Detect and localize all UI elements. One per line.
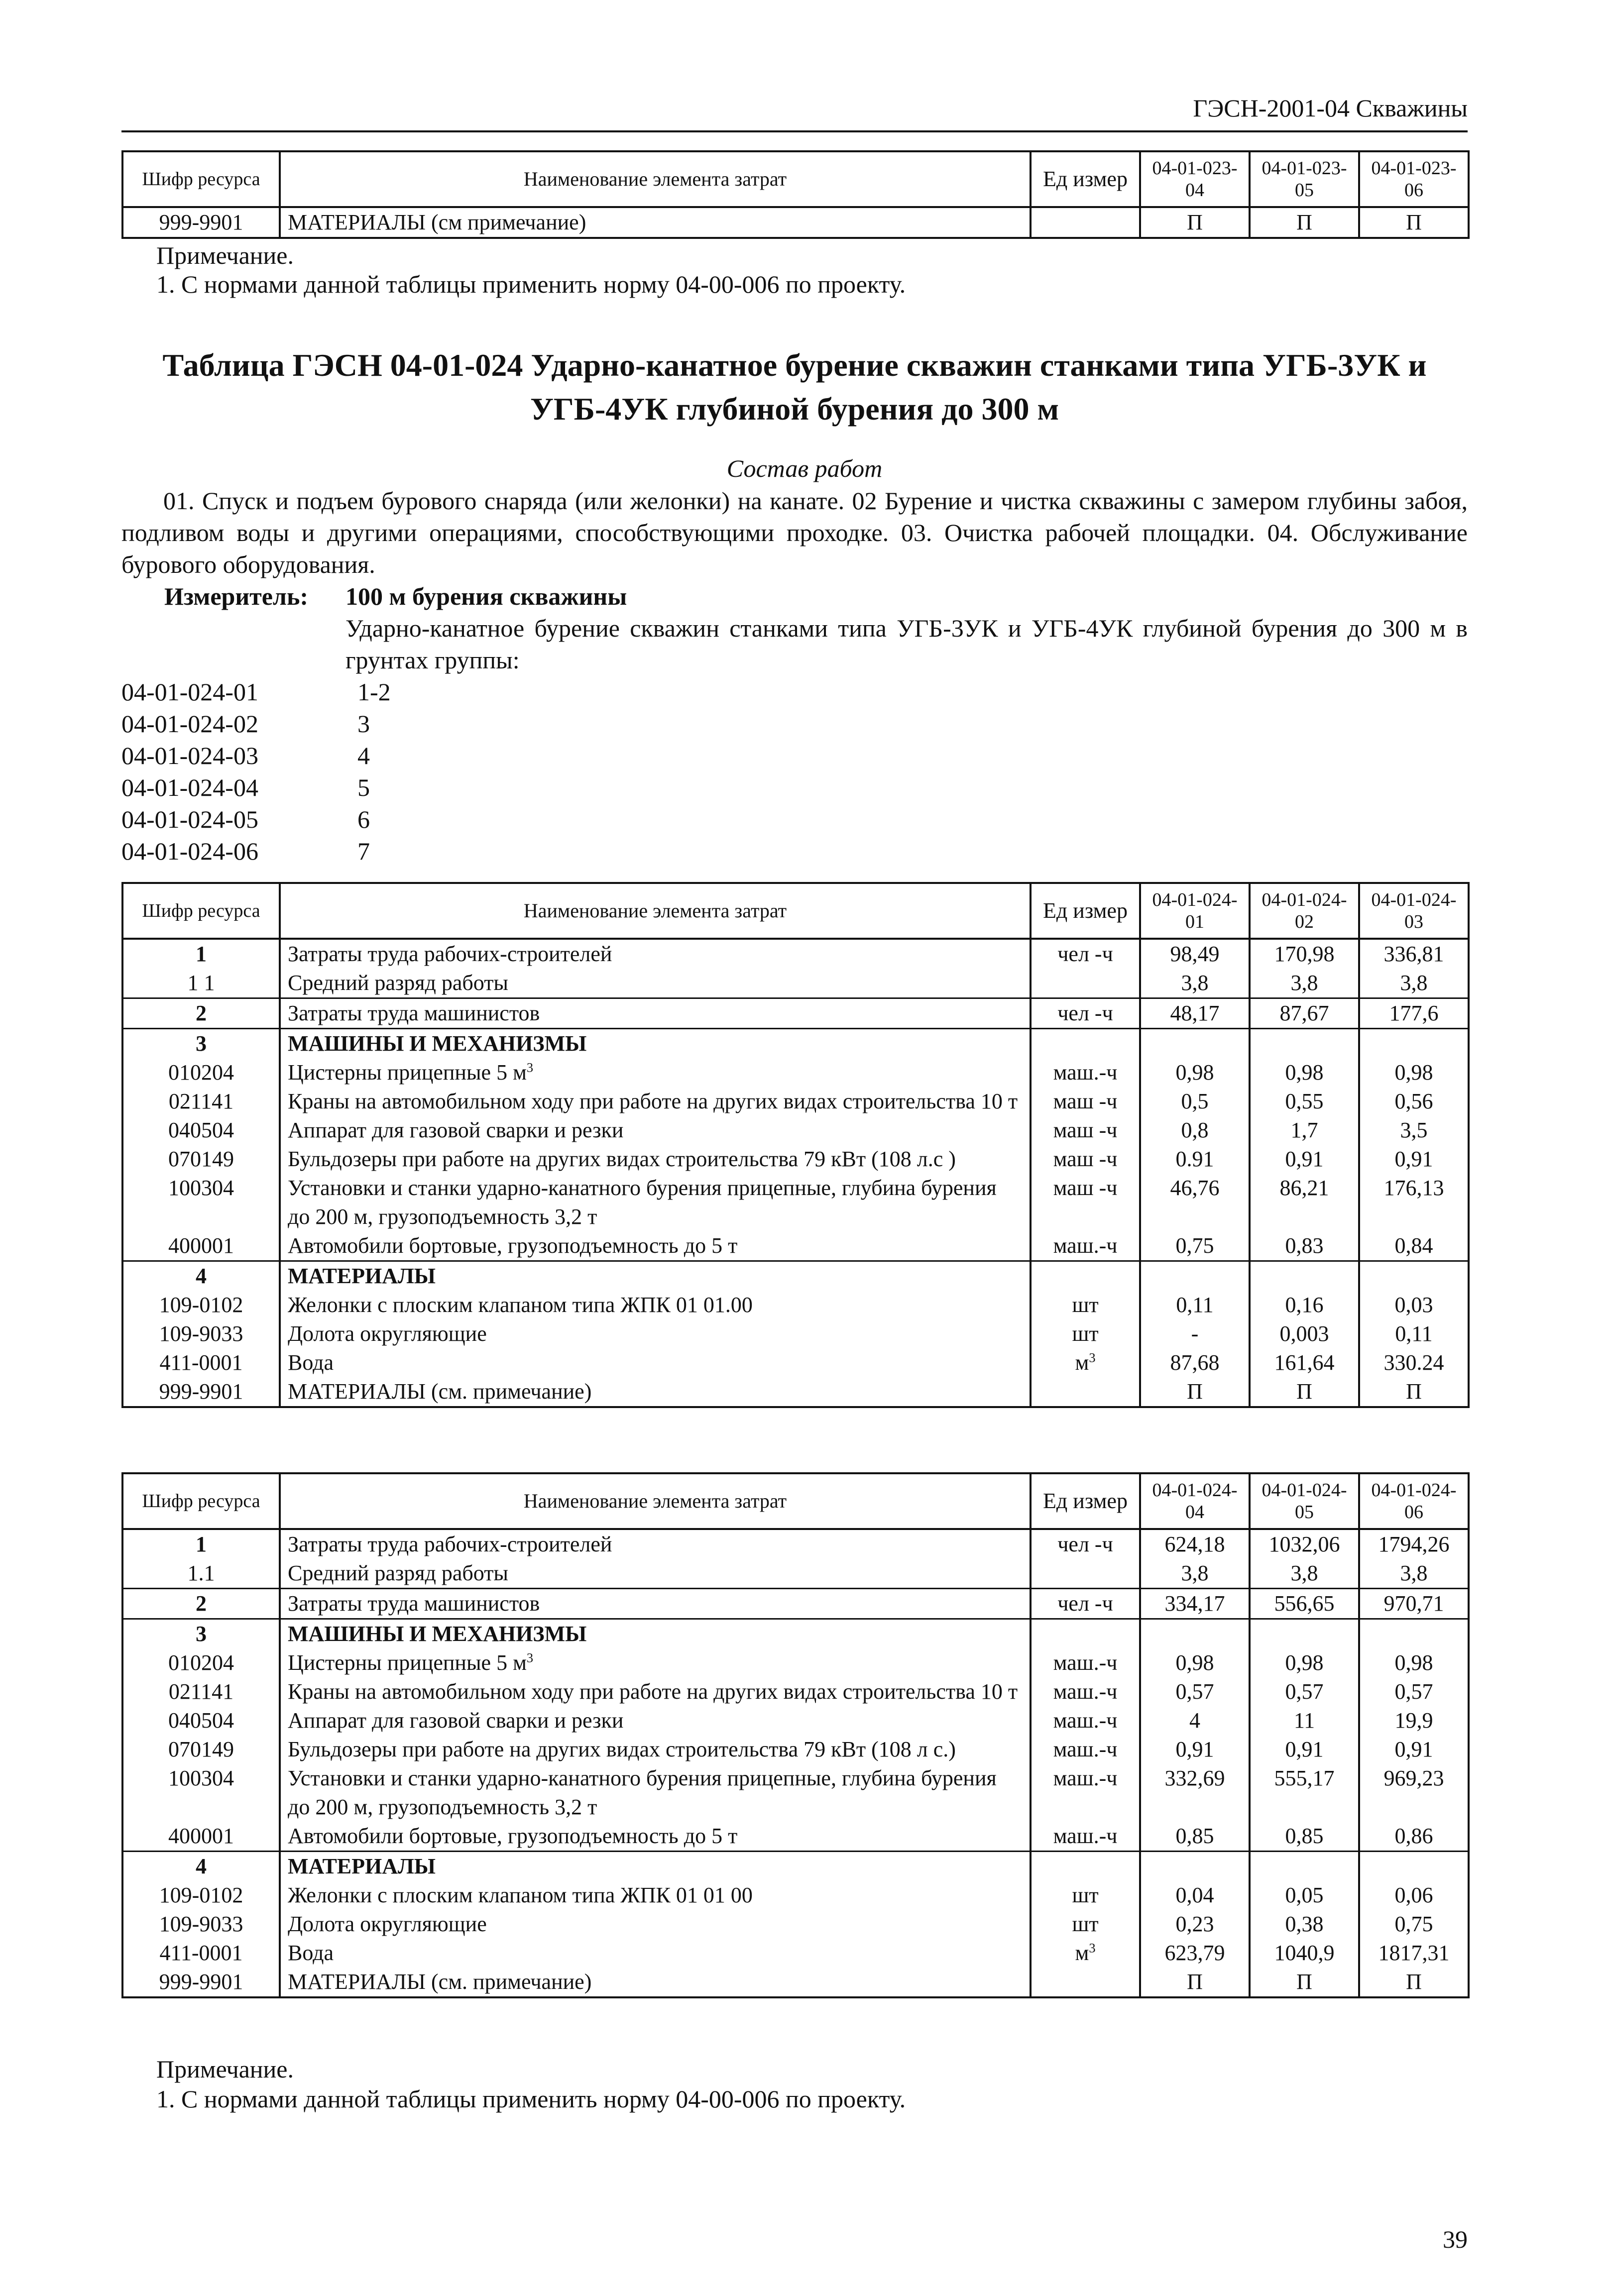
cell-code: 070149 bbox=[122, 1735, 280, 1764]
cell-v3: 0,57 bbox=[1359, 1677, 1469, 1706]
cell-v1: П bbox=[1140, 1377, 1250, 1407]
cell-v3: 0,98 bbox=[1359, 1648, 1469, 1677]
table-row bbox=[122, 1348, 1469, 1377]
cell-v2: 86,21 bbox=[1250, 1174, 1359, 1231]
cell-v2: П bbox=[1250, 1968, 1359, 1997]
table-header-row bbox=[122, 151, 1469, 207]
table-section-row bbox=[122, 1261, 1469, 1291]
cell-v1: 3,8 bbox=[1140, 1559, 1250, 1589]
cell-code: 2 bbox=[122, 998, 280, 1029]
cell-unit bbox=[1031, 1852, 1140, 1881]
table-section-row bbox=[122, 1029, 1469, 1059]
cell-v1: 0,5 bbox=[1140, 1087, 1250, 1116]
cell-name: Установки и станки ударно-канатного бурения прицепные, глубина бурения до 200 м, грузоподъемность 3,2 т bbox=[280, 1764, 1031, 1822]
cell-v2: 555,17 bbox=[1250, 1764, 1359, 1822]
cell-name: МАТЕРИАЛЫ bbox=[280, 1261, 1031, 1291]
code-list-group: 3 bbox=[357, 710, 370, 738]
cell-unit: маш -ч bbox=[1031, 1145, 1140, 1174]
cell-unit bbox=[1031, 1559, 1140, 1589]
code-list-item bbox=[121, 708, 520, 740]
cell-v1: 0,23 bbox=[1140, 1910, 1250, 1939]
cell-v1: 3,8 bbox=[1140, 969, 1250, 998]
cell-code: 1 bbox=[122, 939, 280, 969]
cell-name bbox=[280, 1058, 1031, 1087]
table-title-line2: УГБ-4УК глубиной бурения до 300 м bbox=[530, 391, 1059, 427]
cell-v3: 3,5 bbox=[1359, 1116, 1469, 1145]
cell-v2: 0,91 bbox=[1250, 1735, 1359, 1764]
cell-v2: 0,55 bbox=[1250, 1087, 1359, 1116]
cell-unit bbox=[1031, 969, 1140, 998]
cell-v2: 0,98 bbox=[1250, 1058, 1359, 1087]
col-header-name: Наименование элемента затрат bbox=[280, 883, 1031, 939]
cell-unit: маш -ч bbox=[1031, 1174, 1140, 1231]
cell-v1: 624,18 bbox=[1140, 1529, 1250, 1559]
cell-name: МАШИНЫ И МЕХАНИЗМЫ bbox=[280, 1619, 1031, 1649]
cell-v1: П bbox=[1140, 207, 1250, 238]
col-header-unit: Ед измер bbox=[1031, 1473, 1140, 1529]
cell-code: 999-9901 bbox=[122, 207, 280, 238]
cell-v1: 0,75 bbox=[1140, 1231, 1250, 1261]
cell-code: 010204 bbox=[122, 1648, 280, 1677]
cell-v2: П bbox=[1250, 207, 1359, 238]
cell-unit: маш.-ч bbox=[1031, 1706, 1140, 1735]
table-023-tail bbox=[121, 150, 1470, 239]
code-list-item bbox=[121, 771, 520, 803]
table-row bbox=[122, 1087, 1469, 1116]
cell-name-text: Цистерны прицепные 5 м bbox=[288, 1060, 527, 1085]
cell-name: Затраты труда машинистов bbox=[280, 1589, 1031, 1619]
table-row bbox=[122, 1377, 1469, 1407]
cell-v1 bbox=[1140, 1261, 1250, 1291]
cell-code: 4 bbox=[122, 1852, 280, 1881]
cell-v2: 1040,9 bbox=[1250, 1939, 1359, 1968]
code-list-item bbox=[121, 803, 520, 835]
cell-name: Установки и станки ударно-канатного бурения прицепные, глубина бурения до 200 м, грузоподъемность 3,2 т bbox=[280, 1174, 1031, 1231]
cell-name: Затраты труда рабочих-строителей bbox=[280, 939, 1031, 969]
cell-v3: 19,9 bbox=[1359, 1706, 1469, 1735]
cell-v2: 0,91 bbox=[1250, 1145, 1359, 1174]
table-row bbox=[122, 1735, 1469, 1764]
page-number: 39 bbox=[1443, 2225, 1468, 2253]
cell-v2: П bbox=[1250, 1377, 1359, 1407]
cell-name: Желонки с плоским клапаном типа ЖПК 01 01 00 bbox=[280, 1881, 1031, 1910]
cell-v3: 1794,26 bbox=[1359, 1529, 1469, 1559]
cell-v2: 3,8 bbox=[1250, 969, 1359, 998]
cell-v3: 176,13 bbox=[1359, 1174, 1469, 1231]
cell-v2: 0,003 bbox=[1250, 1319, 1359, 1348]
cell-unit bbox=[1031, 1939, 1140, 1968]
cell-v3 bbox=[1359, 1029, 1469, 1059]
cell-code: 109-9033 bbox=[122, 1910, 280, 1939]
cell-v3: 0,98 bbox=[1359, 1058, 1469, 1087]
cell-v2: 1032,06 bbox=[1250, 1529, 1359, 1559]
resource-table-1 bbox=[121, 882, 1470, 1408]
cell-unit bbox=[1031, 1619, 1140, 1649]
col-header-code: Шифр ресурса bbox=[122, 151, 280, 207]
col-header-name: Наименование элемента затрат bbox=[280, 151, 1031, 207]
code-list-item bbox=[121, 740, 520, 771]
cell-v2 bbox=[1250, 1261, 1359, 1291]
cell-v1: П bbox=[1140, 1968, 1250, 1997]
cell-v3: 0,75 bbox=[1359, 1910, 1469, 1939]
cell-v3: 3,8 bbox=[1359, 969, 1469, 998]
table-row bbox=[122, 1822, 1469, 1852]
work-composition-text: 01. Спуск и подъем бурового снаряда (или желонки) на канате. 02 Бурение и чистка скважины с замером глубины забоя, подливом воды и другими операциями, способствующими проходке. 03. Очистка рабочей площадки. 04. Обслуживание бурового оборудования. bbox=[121, 487, 1468, 578]
cell-code: 2 bbox=[122, 1589, 280, 1619]
cell-code: 999-9901 bbox=[122, 1968, 280, 1997]
cell-code: 1 1 bbox=[122, 969, 280, 998]
cell-v3: 177,6 bbox=[1359, 998, 1469, 1029]
cell-name: Затраты труда рабочих-строителей bbox=[280, 1529, 1031, 1559]
code-list-code: 04-01-024-04 bbox=[121, 773, 258, 801]
cell-v3: 969,23 bbox=[1359, 1764, 1469, 1822]
cell-code: 100304 bbox=[122, 1764, 280, 1822]
cell-name: Краны на автомобильном ходу при работе на других видах строительства 10 т bbox=[280, 1677, 1031, 1706]
cell-v2: 0,57 bbox=[1250, 1677, 1359, 1706]
cell-unit: шт bbox=[1031, 1910, 1140, 1939]
cell-v2: 1,7 bbox=[1250, 1116, 1359, 1145]
cell-name: МАТЕРИАЛЫ (см примечание) bbox=[280, 207, 1031, 238]
cell-v1: 0,98 bbox=[1140, 1058, 1250, 1087]
table-row bbox=[122, 1529, 1469, 1559]
cell-unit: маш.-ч bbox=[1031, 1764, 1140, 1822]
cell-v1 bbox=[1140, 1852, 1250, 1881]
cell-v2: 3,8 bbox=[1250, 1559, 1359, 1589]
cell-v3 bbox=[1359, 1852, 1469, 1881]
cell-code: 999-9901 bbox=[122, 1377, 280, 1407]
code-list-item bbox=[121, 676, 520, 708]
code-list-group: 1-2 bbox=[357, 678, 391, 706]
cell-v3: 3,8 bbox=[1359, 1559, 1469, 1589]
col-header-unit: Ед измер bbox=[1031, 883, 1140, 939]
cell-v1: 46,76 bbox=[1140, 1174, 1250, 1231]
cell-name: Желонки с плоским клапаном типа ЖПК 01 01.00 bbox=[280, 1291, 1031, 1319]
cell-code: 021141 bbox=[122, 1087, 280, 1116]
col-header-c2: 04-01-023-05 bbox=[1250, 151, 1359, 207]
cell-unit: маш -ч bbox=[1031, 1087, 1140, 1116]
cell-v1: 98,49 bbox=[1140, 939, 1250, 969]
cell-v1: 623,79 bbox=[1140, 1939, 1250, 1968]
cell-code: 109-9033 bbox=[122, 1319, 280, 1348]
table-row bbox=[122, 1910, 1469, 1939]
cell-v1: 0,98 bbox=[1140, 1648, 1250, 1677]
code-list-code: 04-01-024-01 bbox=[121, 678, 258, 706]
cell-v3: 0,91 bbox=[1359, 1735, 1469, 1764]
cell-unit: шт bbox=[1031, 1319, 1140, 1348]
cell-v1: 87,68 bbox=[1140, 1348, 1250, 1377]
cell-code: 040504 bbox=[122, 1706, 280, 1735]
cube-superscript: 3 bbox=[1089, 1350, 1096, 1365]
table-row bbox=[122, 1648, 1469, 1677]
col-header-c2: 04-01-024-02 bbox=[1250, 883, 1359, 939]
cell-name: МАТЕРИАЛЫ bbox=[280, 1852, 1031, 1881]
cell-name: Долота округляющие bbox=[280, 1319, 1031, 1348]
cell-code: 070149 bbox=[122, 1145, 280, 1174]
table-section-row bbox=[122, 1619, 1469, 1649]
col-header-c3: 04-01-023-06 bbox=[1359, 151, 1469, 207]
cell-code: 109-0102 bbox=[122, 1881, 280, 1910]
cell-v1: 0,8 bbox=[1140, 1116, 1250, 1145]
cell-name: МАТЕРИАЛЫ (см. примечание) bbox=[280, 1968, 1031, 1997]
cube-superscript: 3 bbox=[1089, 1940, 1096, 1956]
cell-name: Краны на автомобильном ходу при работе на других видах строительства 10 т bbox=[280, 1087, 1031, 1116]
code-list-code: 04-01-024-03 bbox=[121, 742, 258, 769]
cell-name: Автомобили бортовые, грузоподъемность до 5 т bbox=[280, 1231, 1031, 1261]
cell-code: 4 bbox=[122, 1261, 280, 1291]
note-text: 1. С нормами данной таблицы применить норму 04-00-006 по проекту. bbox=[156, 2085, 906, 2113]
cell-v2 bbox=[1250, 1619, 1359, 1649]
cell-v3: П bbox=[1359, 207, 1469, 238]
table-row bbox=[122, 1589, 1469, 1619]
groups-intro: Ударно-канатное бурение скважин станками типа УГБ-3УК и УГБ-4УК глубиной бурения до 300 м в грунтах группы: bbox=[345, 614, 1468, 674]
cell-name: МАТЕРИАЛЫ (см. примечание) bbox=[280, 1377, 1031, 1407]
note-label: Примечание. bbox=[156, 2055, 294, 2083]
col-header-c3: 04-01-024-03 bbox=[1359, 883, 1469, 939]
cell-unit-text: м bbox=[1075, 1941, 1089, 1965]
cell-name: Долота округляющие bbox=[280, 1910, 1031, 1939]
col-header-c1: 04-01-024-04 bbox=[1140, 1473, 1250, 1529]
cell-name-text: Цистерны прицепные 5 м bbox=[288, 1650, 527, 1675]
code-list-code: 04-01-024-02 bbox=[121, 710, 258, 738]
cell-code: 010204 bbox=[122, 1058, 280, 1087]
cell-v3: 0,03 bbox=[1359, 1291, 1469, 1319]
table-row bbox=[122, 1764, 1469, 1822]
cell-v2: 0,38 bbox=[1250, 1910, 1359, 1939]
cell-code: 1.1 bbox=[122, 1559, 280, 1589]
cell-unit bbox=[1031, 1968, 1140, 1997]
note-text: 1. С нормами данной таблицы применить норму 04-00-006 по проекту. bbox=[156, 270, 906, 298]
cell-unit: маш.-ч bbox=[1031, 1822, 1140, 1852]
cell-unit bbox=[1031, 1348, 1140, 1377]
cell-unit: чел -ч bbox=[1031, 1589, 1140, 1619]
cell-v1: 48,17 bbox=[1140, 998, 1250, 1029]
code-list-code: 04-01-024-05 bbox=[121, 805, 258, 833]
cell-name: Средний разряд работы bbox=[280, 1559, 1031, 1589]
cell-v1: 0,11 bbox=[1140, 1291, 1250, 1319]
cell-unit bbox=[1031, 207, 1140, 238]
cell-v3: 0,84 bbox=[1359, 1231, 1469, 1261]
code-list-code: 04-01-024-06 bbox=[121, 837, 258, 865]
cell-name: Бульдозеры при работе на других видах строительства 79 кВт (108 л.с ) bbox=[280, 1145, 1031, 1174]
cell-v3: 0,86 bbox=[1359, 1822, 1469, 1852]
cell-unit: маш.-ч bbox=[1031, 1677, 1140, 1706]
meter-label: Измеритель: bbox=[164, 582, 309, 610]
cell-v3: П bbox=[1359, 1377, 1469, 1407]
code-list-group: 5 bbox=[357, 773, 370, 801]
cell-v1: 0.91 bbox=[1140, 1145, 1250, 1174]
cell-unit: чел -ч bbox=[1031, 998, 1140, 1029]
cell-code: 400001 bbox=[122, 1822, 280, 1852]
table-row bbox=[122, 1174, 1469, 1231]
cell-v2: 0,98 bbox=[1250, 1648, 1359, 1677]
table-row bbox=[122, 1881, 1469, 1910]
cell-v1: 0,85 bbox=[1140, 1822, 1250, 1852]
cell-v1: 0,57 bbox=[1140, 1677, 1250, 1706]
cell-name: Вода bbox=[280, 1939, 1031, 1968]
cell-unit: шт bbox=[1031, 1291, 1140, 1319]
cell-v2 bbox=[1250, 1029, 1359, 1059]
cell-code: 100304 bbox=[122, 1174, 280, 1231]
cell-unit bbox=[1031, 1377, 1140, 1407]
resource-table-2 bbox=[121, 1472, 1470, 1998]
table-row bbox=[122, 1939, 1469, 1968]
cell-code: 3 bbox=[122, 1029, 280, 1059]
cell-unit: чел -ч bbox=[1031, 1529, 1140, 1559]
cell-unit: чел -ч bbox=[1031, 939, 1140, 969]
cell-unit: маш -ч bbox=[1031, 1116, 1140, 1145]
code-list bbox=[121, 676, 520, 867]
cell-name: Затраты труда машинистов bbox=[280, 998, 1031, 1029]
meter-value: 100 м бурения скважины bbox=[345, 582, 627, 610]
header-rule bbox=[121, 130, 1468, 132]
cell-name: Средний разряд работы bbox=[280, 969, 1031, 998]
cell-v1: 332,69 bbox=[1140, 1764, 1250, 1822]
table-row bbox=[122, 1116, 1469, 1145]
cell-code: 109-0102 bbox=[122, 1291, 280, 1319]
table-row bbox=[122, 1145, 1469, 1174]
table-row bbox=[122, 998, 1469, 1029]
cell-unit: маш.-ч bbox=[1031, 1735, 1140, 1764]
cell-code: 411-0001 bbox=[122, 1939, 280, 1968]
cell-v2 bbox=[1250, 1852, 1359, 1881]
cell-v2: 0,85 bbox=[1250, 1822, 1359, 1852]
cell-name: Аппарат для газовой сварки и резки bbox=[280, 1706, 1031, 1735]
table-row bbox=[122, 1058, 1469, 1087]
code-list-group: 4 bbox=[357, 742, 370, 769]
cell-v1: 334,17 bbox=[1140, 1589, 1250, 1619]
cell-code: 021141 bbox=[122, 1677, 280, 1706]
cell-v3: 330.24 bbox=[1359, 1348, 1469, 1377]
work-composition-title: Состав работ bbox=[726, 454, 883, 482]
table-row bbox=[122, 1291, 1469, 1319]
cell-v3: 1817,31 bbox=[1359, 1939, 1469, 1968]
cell-name: Вода bbox=[280, 1348, 1031, 1377]
cell-v1: - bbox=[1140, 1319, 1250, 1348]
code-list-item bbox=[121, 835, 520, 867]
cell-v3: 0,11 bbox=[1359, 1319, 1469, 1348]
running-header-title: ГЭСН-2001-04 Скважины bbox=[1193, 94, 1468, 122]
table-row bbox=[122, 1706, 1469, 1735]
col-header-c1: 04-01-024-01 bbox=[1140, 883, 1250, 939]
cell-name: Бульдозеры при работе на других видах строительства 79 кВт (108 л с.) bbox=[280, 1735, 1031, 1764]
cell-v3 bbox=[1359, 1261, 1469, 1291]
cell-v2: 161,64 bbox=[1250, 1348, 1359, 1377]
cell-v2: 0,05 bbox=[1250, 1881, 1359, 1910]
cell-v2: 11 bbox=[1250, 1706, 1359, 1735]
cell-v3: 336,81 bbox=[1359, 939, 1469, 969]
cell-name: Аппарат для газовой сварки и резки bbox=[280, 1116, 1031, 1145]
cell-v1 bbox=[1140, 1029, 1250, 1059]
cell-unit bbox=[1031, 1029, 1140, 1059]
table-section-row bbox=[122, 1852, 1469, 1881]
cell-v1 bbox=[1140, 1619, 1250, 1649]
cube-superscript: 3 bbox=[526, 1060, 534, 1075]
table-row bbox=[122, 207, 1469, 238]
cell-v2: 87,67 bbox=[1250, 998, 1359, 1029]
cell-v2: 170,98 bbox=[1250, 939, 1359, 969]
code-list-group: 6 bbox=[357, 805, 370, 833]
cell-v3: 970,71 bbox=[1359, 1589, 1469, 1619]
col-header-c1: 04-01-023-04 bbox=[1140, 151, 1250, 207]
table-row bbox=[122, 1231, 1469, 1261]
cell-v2: 0,16 bbox=[1250, 1291, 1359, 1319]
table-row bbox=[122, 1677, 1469, 1706]
cell-unit: шт bbox=[1031, 1881, 1140, 1910]
col-header-code: Шифр ресурса bbox=[122, 883, 280, 939]
cell-code: 040504 bbox=[122, 1116, 280, 1145]
table-title-line1: Таблица ГЭСН 04-01-024 Ударно-канатное бурение скважин станками типа УГБ-3УК и bbox=[162, 347, 1427, 383]
table-header-row bbox=[122, 883, 1469, 939]
table-row bbox=[122, 969, 1469, 998]
cell-unit-text: м bbox=[1075, 1350, 1089, 1375]
table-row bbox=[122, 939, 1469, 969]
cell-v3: П bbox=[1359, 1968, 1469, 1997]
cell-unit: маш.-ч bbox=[1031, 1058, 1140, 1087]
cell-code: 3 bbox=[122, 1619, 280, 1649]
cell-code: 411-0001 bbox=[122, 1348, 280, 1377]
cell-name: Автомобили бортовые, грузоподъемность до 5 т bbox=[280, 1822, 1031, 1852]
cell-unit bbox=[1031, 1261, 1140, 1291]
cell-code: 1 bbox=[122, 1529, 280, 1559]
cell-code: 400001 bbox=[122, 1231, 280, 1261]
cell-v2: 556,65 bbox=[1250, 1589, 1359, 1619]
cell-name: МАШИНЫ И МЕХАНИЗМЫ bbox=[280, 1029, 1031, 1059]
table-row bbox=[122, 1968, 1469, 1997]
cell-unit: маш.-ч bbox=[1031, 1231, 1140, 1261]
cell-v3: 0,91 bbox=[1359, 1145, 1469, 1174]
cell-v3 bbox=[1359, 1619, 1469, 1649]
cell-v1: 4 bbox=[1140, 1706, 1250, 1735]
cell-v3: 0,56 bbox=[1359, 1087, 1469, 1116]
cell-v1: 0,04 bbox=[1140, 1881, 1250, 1910]
cell-v3: 0,06 bbox=[1359, 1881, 1469, 1910]
cell-v2: 0,83 bbox=[1250, 1231, 1359, 1261]
col-header-name: Наименование элемента затрат bbox=[280, 1473, 1031, 1529]
cell-name bbox=[280, 1648, 1031, 1677]
cell-unit: маш.-ч bbox=[1031, 1648, 1140, 1677]
cell-v1: 0,91 bbox=[1140, 1735, 1250, 1764]
code-list-group: 7 bbox=[357, 837, 370, 865]
col-header-code: Шифр ресурса bbox=[122, 1473, 280, 1529]
cube-superscript: 3 bbox=[526, 1650, 534, 1665]
table-row bbox=[122, 1559, 1469, 1589]
table-row bbox=[122, 1319, 1469, 1348]
note-label: Примечание. bbox=[156, 241, 294, 269]
col-header-c2: 04-01-024-05 bbox=[1250, 1473, 1359, 1529]
table-header-row bbox=[122, 1473, 1469, 1529]
col-header-unit: Ед измер bbox=[1031, 151, 1140, 207]
col-header-c3: 04-01-024-06 bbox=[1359, 1473, 1469, 1529]
